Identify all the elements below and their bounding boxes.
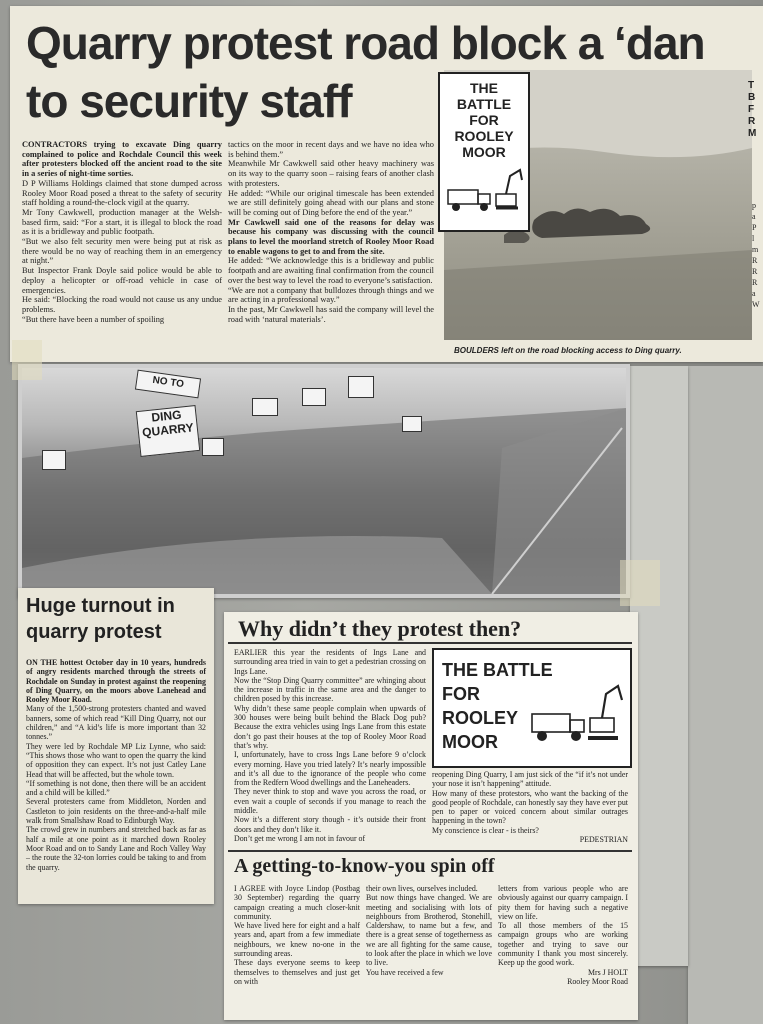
edge-fragment: a: [752, 212, 756, 221]
letter2-paragraph: I AGREE with Joyce Lindop (Postbag 30 September) regarding the quarry campaign creating a much closer-knit community.: [234, 884, 360, 921]
article1-paragraph: He added: “We acknowledge this is a bridleway and public footpath and are awaiting final confirmation from the council over the best way to level the road to everyone’s satisfaction.: [228, 256, 434, 285]
article2-paragraph: They were led by Rochdale MP Liz Lynne, who said: “This shows those who want to open the quarry the kind of opposition they can expect. It’s not just Catley Lane Head that will be affected, but the whole town.: [26, 741, 206, 779]
placard: [302, 388, 326, 406]
letter2-paragraph: But now things have changed. We are meeting and socialising with lots of neighbours from Brotherod, Stonehill, Caldershaw, to name but a few, and there is a great sense of togetherness as we are all fighting for the same cause, to look after the place in which we love to live.: [366, 893, 492, 968]
letter1-headline: Why didn’t they protest then?: [238, 616, 522, 641]
article1-paragraph: D P Williams Holdings claimed that stone dumped across Rooley Moor Road posed a threat to the safety of security staff holding a round-the-clock vigil at the quarry.: [22, 178, 222, 208]
adhesive-tape: [12, 340, 42, 380]
letter1-paragraph: Now the “Stop Ding Quarry committee” are whinging about the increase in traffic in the same area and the danger to children posed by this increase.: [234, 675, 426, 704]
letter1-paragraph: EARLIER this year the residents of Ings Lane and surrounding area tried in vain to get a pedestrian crossing on Ings Lane.: [234, 648, 426, 676]
letter2-paragraph: These days everyone seems to keep themselves to themselves and just get on with: [234, 958, 360, 986]
letter2-paragraph: We have lived here for eight and a half years and, apart from a few immediate neighbours, we knew no-one in the surrounding areas.: [234, 921, 360, 959]
battle-for-rooley-moor-badge: [438, 72, 530, 232]
article2-headline-line-2: quarry protest: [26, 621, 162, 643]
edge-fragment: a: [752, 289, 756, 298]
edge-badge-letter: R: [748, 116, 756, 127]
article1-paragraph: “But we also felt security men were being put at risk as there would be no way of reaching them in an emergency at night.”: [22, 237, 222, 266]
article1-column-1: [22, 140, 222, 324]
edge-clipping-badge: [748, 80, 763, 140]
placard: [202, 438, 224, 456]
letter2-column-1: [234, 884, 360, 986]
article1-paragraph: Meanwhile Mr Cawkwell said other heavy machinery was on its way to the quarry soon – raising fears of another clash with protesters.: [228, 159, 434, 188]
crowd-photo: [22, 368, 626, 594]
edge-fragment: R: [752, 267, 758, 276]
article1-column-2: [228, 140, 434, 324]
article1-paragraph: He said: “Blocking the road would not cause us any undue problems.: [22, 295, 222, 314]
edge-badge-letter: B: [748, 92, 756, 103]
edge-fragment: W: [752, 300, 760, 309]
protest-banner: NO TO: [135, 370, 201, 399]
edge-clipping-strip: [630, 366, 688, 966]
ding-quarry-placard: DING QUARRY: [136, 405, 200, 457]
letter2-paragraph: their own lives, ourselves included.: [366, 884, 478, 893]
badge-line: THE BATTLE: [442, 660, 553, 680]
article1-paragraph: Mr Cawkwell said one of the reasons for delay was because his company was discussing with the council plans to level the moorland stretch of Rooley Moor Road to enable wagons to get to and from the site.: [228, 217, 434, 256]
edge-fragment: R: [752, 256, 758, 265]
letter2-paragraph: letters from various people who are obviously against our quarry campaign. I pity them for having such a negative view on life.: [498, 884, 628, 921]
headline-line-1: Quarry protest road block a ‘dan: [26, 17, 705, 69]
letter2-signature-name: Mrs J HOLT: [587, 967, 628, 977]
letters-clipping: [224, 612, 638, 1020]
edge-clipping-right: [688, 366, 763, 1024]
edge-badge-letter: T: [748, 80, 755, 91]
placard: [252, 398, 278, 416]
article-quarry-road-block: [10, 6, 763, 362]
edge-fragment: p: [752, 201, 756, 210]
digger-lorry-icon: [444, 164, 524, 216]
article2-paragraph: ON THE hottest October day in 10 years, hundreds of angry residents marched through the streets of Rochdale on Sunday in protest against the reopening of Ding Quarry, on the moors above Lanehead and Rooley Moor Road.: [26, 658, 206, 705]
article2-body: [26, 658, 206, 872]
photo-caption: BOULDERS left on the road blocking access to Ding quarry.: [454, 346, 682, 355]
adhesive-tape: [620, 560, 660, 606]
letter2-column-2: [366, 884, 492, 977]
letter1-column-1: [234, 648, 426, 843]
article2-paragraph: Many of the 1,500-strong protesters chanted and waved banners, some of which read “Kill Ding Quarry, not our children,” and “A kid’s life is more important than 32 tonnes.”: [26, 704, 206, 742]
edge-badge-letter: F: [748, 104, 755, 115]
placard: [348, 376, 374, 398]
edge-fragment: R: [752, 278, 758, 287]
badge-line: ROOLEY: [454, 128, 514, 144]
letter2-paragraph: To all those members of the 15 campaign groups who are working together and trying to save our community I thank you most sincerely. Keep up the good work.: [498, 921, 628, 968]
edge-fragment: l: [752, 234, 755, 243]
article1-paragraph: He added: “While our original timescale has been extended we are still definitely going ahead with our plans and stone will be coming out of Ding before the end of the year.”: [228, 188, 434, 217]
divider: [228, 642, 632, 644]
article2-headline-line-1: Huge turnout in: [26, 595, 175, 617]
article1-lead-paragraph: CONTRACTORS trying to excavate Ding quarry complained to police and Rochdale Council this week after protesters blocked off the ancient road to the site in a series of night-time sorties.: [22, 140, 222, 179]
letter1-column-2: [432, 770, 628, 844]
letter1-paragraph: reopening Ding Quarry, I am just sick of the “if it’s not under your nose it isn’t happening” attitude.: [432, 770, 628, 789]
edge-clipping-text: [752, 200, 763, 310]
letter1-paragraph: My conscience is clear - is theirs?: [432, 825, 539, 835]
letter2-column-3: [498, 884, 628, 986]
article1-paragraph: tactics on the moor in recent days and we have no idea who is behind them.”: [228, 140, 434, 159]
badge-line: ROOLEY: [442, 708, 519, 728]
divider: [228, 850, 632, 852]
placard: [402, 416, 422, 432]
article2-paragraph: Several protesters came from Middleton, Norden and Castleton to join residents on the three-and-a-half mile walk from Smallshaw Road to Edinburgh Way.: [26, 797, 206, 826]
letter1-paragraph: They never think to stop and wave you across the road, or even wait a couple of seconds if you manage to reach the middle.: [234, 787, 426, 816]
article1-paragraph: But Inspector Frank Doyle said police would be able to deploy a helicopter or off-road vehicle in case of emergencies.: [22, 266, 222, 295]
article1-paragraph: In the past, Mr Cawkwell has said the company will level the road with ‘natural materials’.: [228, 304, 434, 324]
badge-line: MOOR: [462, 144, 506, 160]
badge-line: BATTLE: [456, 96, 512, 112]
battle-for-rooley-moor-badge-2: [432, 648, 632, 768]
edge-badge-letter: M: [748, 128, 757, 139]
badge-line: FOR: [442, 684, 480, 704]
letter1-paragraph: I, unfortunately, have to cross Ings Lane before 9 o’clock every morning. Have you tried lately? It’s nearly impossible and it’s all due to the ignorance of the people who come from the Redfern Wood dwellings and the Laneheaders.: [234, 750, 426, 788]
edge-fragment: P: [752, 223, 757, 232]
letter1-paragraph: Now it’s a different story though - it’s outside their front doors and they don’t like it.: [234, 815, 426, 834]
article2-paragraph: The crowd grew in numbers and stretched back as far as half a mile at one point as it marched down Rooley Moor Road and on to Sandy Lane and Roch Valley Way – the route the 32-ton lorries could be taking to and from the quarry.: [26, 825, 206, 872]
article1-paragraph: “But there have been a number of spoiling: [22, 314, 165, 324]
edge-fragment: m: [752, 245, 759, 254]
badge-line: MOOR: [442, 732, 498, 752]
letter1-paragraph: Don’t get me wrong I am not in favour of: [234, 833, 366, 843]
article-huge-turnout: [18, 588, 214, 904]
badge-line: THE: [470, 80, 498, 96]
letter1-paragraph: How many of these protestors, who want the backing of the good people of Rochdale, can honestly say they have ever put pen to paper or voiced concern about similar outrages happening in the town?: [432, 788, 628, 826]
letter2-signature-address: Rooley Moor Road: [567, 976, 628, 986]
protest-march-photo-clipping: [18, 364, 630, 598]
digger-lorry-icon: [528, 680, 624, 752]
letter1-paragraph: Why didn’t these same people complain when upwards of 300 houses were being built behind the Black Dog pub? Because the extra vehicles using Ings Lane from this estate don’t go past their houses at the top of Rooley Moor Road that’s why.: [234, 703, 426, 750]
letter2-paragraph: You have received a few: [366, 967, 444, 977]
placard: [42, 450, 66, 470]
article2-paragraph: “If something is not done, then there will be an accident and a child will be killed.”: [26, 778, 206, 798]
article1-paragraph: “We are not a company that bulldozes through things and we are acting in a professional way.”: [228, 285, 434, 305]
headline-line-2: to security staff: [26, 75, 352, 127]
letter1-signature: PEDESTRIAN: [579, 835, 628, 845]
badge-line: FOR: [469, 112, 499, 128]
letter2-headline: A getting-to-know-you spin off: [234, 855, 495, 877]
article1-paragraph: Mr Tony Cawkwell, production manager at the Welsh-based firm, said: “For a start, it is illegal to block the road as it is a bridleway and public footpath.: [22, 207, 222, 237]
